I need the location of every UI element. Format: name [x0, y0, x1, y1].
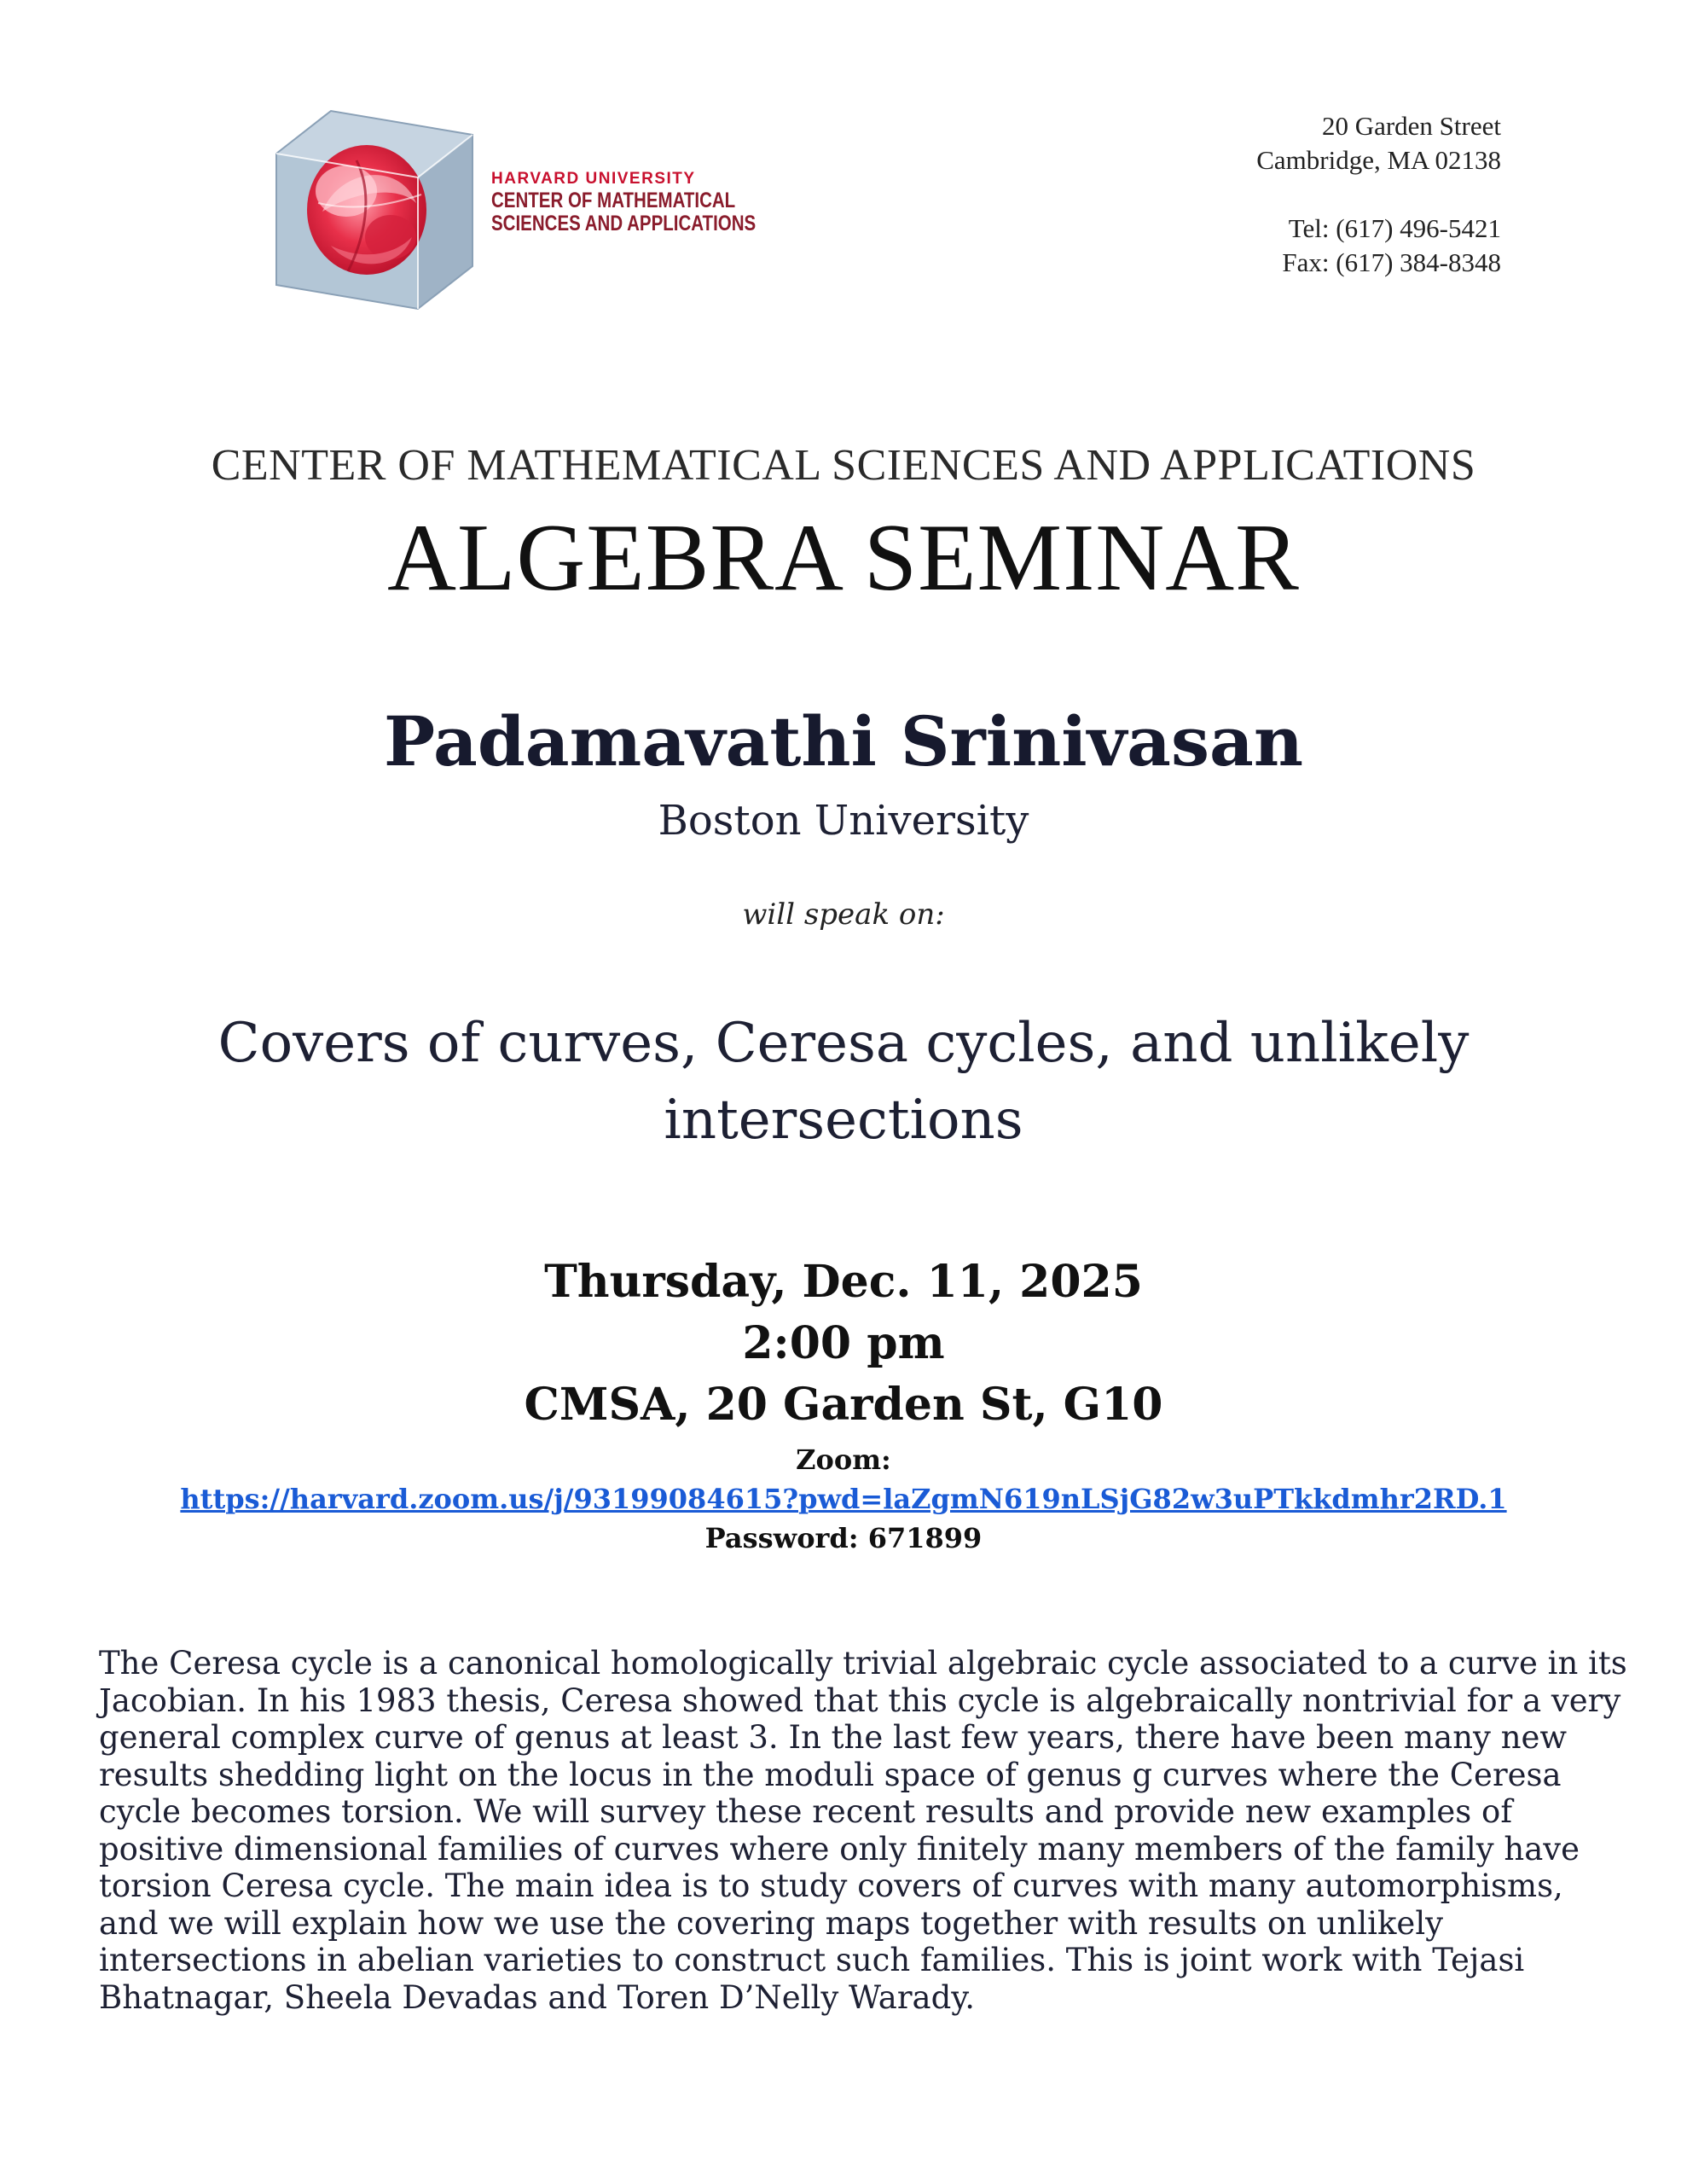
abstract-line: general complex curve of genus at least 3. In the last few years, there have been many new	[99, 1719, 1568, 1756]
speaker-affiliation: Boston University	[658, 797, 1029, 845]
logo-sciences: SCIENCES AND APPLICATIONS	[491, 212, 757, 235]
abstract-line: Bhatnagar, Sheela Devadas and Toren D’Nelly Warady.	[99, 1978, 976, 2016]
abstract-line: results shedding light on the locus in the moduli space of genus g curves where the Ceresa	[99, 1756, 1562, 1793]
zoom-password: Password: 671899	[704, 1522, 983, 1554]
talk-title: Covers of curves, Ceresa cycles, and unlikely intersections	[217, 1012, 1470, 1152]
abstract	[99, 1645, 1627, 2016]
zoom-label: Zoom:	[796, 1443, 891, 1476]
abstract-line: cycle becomes torsion. We will survey these recent results and provide new examples of	[99, 1793, 1513, 1830]
abstract-line: The Ceresa cycle is a canonical homologically trivial algebraic cycle associated to a curve in its	[99, 1645, 1627, 1682]
abstract-line: torsion Ceresa cycle. The main idea is to study covers of curves with many automorphisms,	[99, 1867, 1563, 1904]
cube-with-red-surface-icon	[271, 109, 476, 311]
event-location: CMSA, 20 Garden St, G10	[524, 1379, 1163, 1431]
abstract-line: intersections in abelian varieties to construct such families. This is joint work with Tejasi	[99, 1942, 1525, 1978]
seminar-title: ALGEBRA SEMINAR	[387, 505, 1300, 611]
cmsa-logo	[271, 109, 766, 311]
will-speak-label: will speak on:	[742, 897, 945, 932]
logo-center: CENTER OF MATHEMATICAL	[491, 189, 736, 212]
logo-university: HARVARD UNIVERSITY	[491, 170, 696, 188]
address-block	[1256, 109, 1501, 280]
event-time: 2:00 pm	[742, 1317, 945, 1369]
center-heading: CENTER OF MATHEMATICAL SCIENCES AND APPLICATIONS	[211, 441, 1476, 490]
address-city: Cambridge, MA 02138	[1256, 145, 1501, 175]
zoom-link[interactable]: https://harvard.zoom.us/j/93199084615?pwd=laZgmN619nLSjG82w3uPTkkdmhr2RD.1	[180, 1483, 1507, 1515]
logo-text	[491, 171, 814, 236]
abstract-line: Jacobian. In his 1983 thesis, Ceresa showed that this cycle is algebraically nontrivial for a very	[99, 1682, 1621, 1719]
abstract-line: positive dimensional families of curves where only finitely many members of the family have	[99, 1830, 1580, 1867]
abstract-line: and we will explain how we use the covering maps together with results on unlikely	[99, 1904, 1444, 1942]
speaker-name: Padamavathi Srinivasan	[383, 701, 1303, 781]
event-date: Thursday, Dec. 11, 2025	[544, 1256, 1143, 1308]
address-street: 20 Garden Street	[1321, 111, 1501, 141]
address-fax: Fax: (617) 384-8348	[1282, 247, 1501, 277]
address-tel: Tel: (617) 496-5421	[1288, 213, 1501, 243]
